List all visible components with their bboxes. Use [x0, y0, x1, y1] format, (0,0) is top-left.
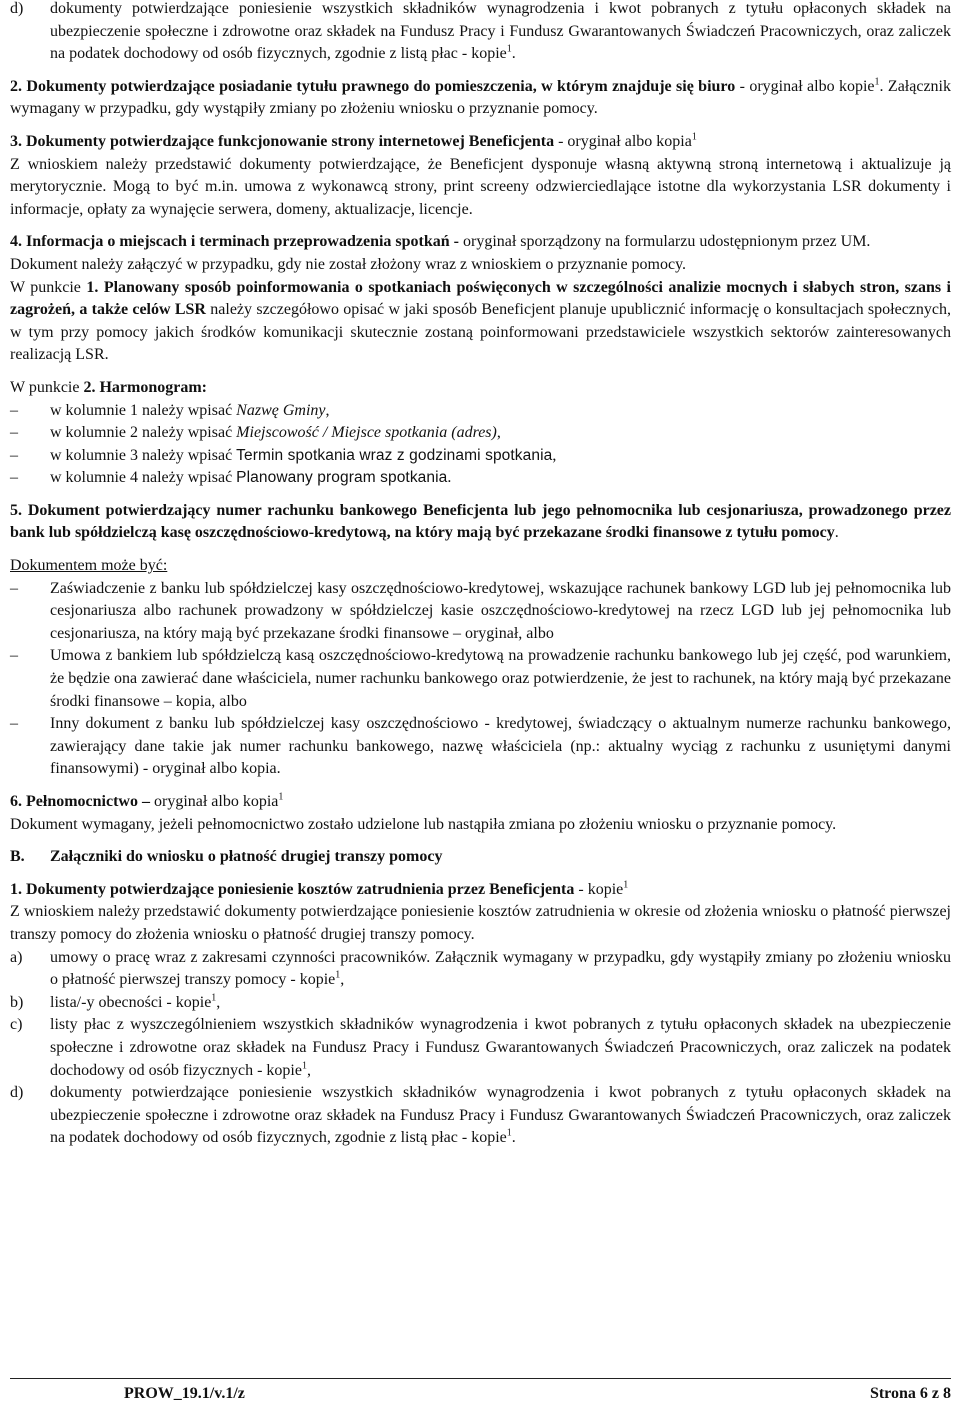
item-d-top [10, 0, 951, 66]
section-6-heading: 6. Pełnomocnictwo – [10, 793, 150, 810]
section-4-point-2: W punkcie 2. Harmonogram: [10, 378, 207, 396]
item-d: d) dokumenty potwierdzające poniesienie wszystkich składników wynagrodzenia i kwot pobranych z tytułu opłaconych składek na ubezpieczenie społeczne i zdrowotne oraz składek na Fundusz Pracy i Fundusz Gwarantowanych Świadczeń Pracowniczych, oraz zaliczek na podatek dochodowy od osób fizycznych, zgodnie z listą płac - kopie$^1$. [10, 1084, 951, 1147]
list-item: – w kolumnie 3 należy wpisać Termin spotkania wraz z godzinami spotkania, [10, 446, 557, 464]
section-4-point-1: W punkcie 1. Planowany sposób poinformowania o spotkaniach poświęconych w szczególności analizie mocnych i słabych stron, szans i zagrożeń, a także celów LSR należy szczegółowo opisać w jaki sposób Beneficjent planuje upublicznić informację o konsultacjach społecznych, w tym przy pomocy jakich środków komunikacji skutecznie zostaną poinformowani przedstawiciele wszystkich sektorów zainteresowanych realizacją LSR. [10, 278, 952, 364]
section-3-heading: 3. Dokumenty potwierdzające funkcjonowanie strony internetowej Beneficjenta [10, 132, 555, 150]
list-item: – w kolumnie 1 należy wpisać Nazwę Gminy, [10, 401, 330, 419]
section-4-note: Dokument należy załączyć w przypadku, gdy nie został złożony wraz z wnioskiem o przyznanie pomocy. [10, 255, 687, 273]
section-6: 6. Pełnomocnictwo – oryginał albo kopia$^1$ [10, 791, 284, 810]
item-a: a) umowy o pracę wraz z zakresami czynności pracowników. Załącznik wymagany w przypadku, gdy wystąpiły zmiany po złożeniu wniosku o płatność pierwszej transzy pomocy - kopie$^1$, [10, 948, 951, 989]
section-5-sub: Dokumentem może być: [10, 557, 168, 575]
list-item: – w kolumnie 2 należy wpisać Miejscowość / Miejsce spotkania (adres), [10, 424, 501, 442]
section-2: 2. Dokumenty potwierdzające posiadanie tytułu prawnego do pomieszczenia, w którym znajduje się biuro - oryginał albo kopie$^1$. Załącznik wymagany w przypadku, gdy wystąpiły zmiany po złożeniu wniosku o przyznanie pomocy. [10, 76, 951, 118]
section-b1-body: Z wnioskiem należy przedstawić dokumenty potwierdzające poniesienie kosztów zatrudnienia w okresie od złożenia wniosku o płatność pierwszej transzy pomocy do złożenia wniosku o płatność drugiej transzy pomocy. [10, 903, 951, 943]
item-b: b) lista/-y obecności - kopie$^1$, [10, 992, 221, 1011]
section-b1: 1. Dokumenty potwierdzające poniesienie kosztów zatrudnienia przez Beneficjenta - kopie$^1$ [10, 879, 629, 898]
section-4-heading: 4. Informacja o miejscach i terminach przeprowadzenia spotkań - [10, 233, 459, 251]
list-item: – w kolumnie 4 należy wpisać Planowany program spotkania. [10, 469, 452, 487]
list-item: – Umowa z bankiem lub spółdzielczą kasą oszczędnościowo-kredytową na prowadzenie rachunku bankowego lub jej część, pod warunkiem, że będzie ona zawierać dane właściciela, numer rachunku bankowego oraz potwierdzenie, że jest to rachunek, na który mają być przekazane środki finansowe – kopia, albo [10, 647, 951, 710]
section-5-heading: 5. Dokument potwierdzający numer rachunku bankowego Beneficjenta lub jego pełnomocnika lub cesjonariusza, prowadzonego przez bank lub spółdzielczą kasę oszczędnościowo-kredytową, na który mają być przekazane środki finansowe z tytułu pomocy [10, 501, 951, 542]
bank-docs-list [10, 578, 951, 781]
document-code: PROW_19.1/v.1/z [124, 1385, 245, 1402]
section-3: 3. Dokumenty potwierdzające funkcjonowanie strony internetowej Beneficjenta - oryginał albo kopia$^1$ [10, 131, 697, 150]
section-6-body: Dokument wymagany, jeżeli pełnomocnictwo zostało udzielone lub nastąpiła zmiana po złożeniu wniosku o przyznanie pomocy. [10, 815, 837, 833]
section-4: 4. Informacja o miejscach i terminach przeprowadzenia spotkań - oryginał sporządzony na formularzu udostępnionym przez UM. [10, 233, 871, 251]
section-b1-heading: 1. Dokumenty potwierdzające poniesienie kosztów zatrudnienia przez Beneficjenta [10, 880, 575, 898]
list-item: – Inny dokument z banku lub spółdzielczej kasy oszczędnościowo - kredytowej, świadczący o aktualnym numerze rachunku bankowego, zawierający dane takie jak numer rachunku bankowego, nazwę właściciela (np.: aktualny wyciąg z rachunku z usuniętymi danymi finansowymi) - oryginał albo kopia. [10, 715, 951, 778]
section-2-heading: 2. Dokumenty potwierdzające posiadanie tytułu prawnego do pomieszczenia, w którym znajduje się biuro [10, 77, 736, 95]
section-5: 5. Dokument potwierdzający numer rachunku bankowego Beneficjenta lub jego pełnomocnika lub cesjonariusza, prowadzonego przez bank lub spółdzielczą kasę oszczędnościowo-kredytową, na który mają być przekazane środki finansowe z tytułu pomocy. [10, 501, 951, 542]
list-item: – Zaświadczenie z banku lub spółdzielczej kasy oszczędnościowo-kredytowej, wskazujące rachunek bankowy LGD lub jej pełnomocnika lub cesjonariusza albo rachunek prowadzony w spółdzielczej kasie oszczędnościowo-kredytowej na rzecz LGD lub jej pełnomocnika lub cesjonariusza, na który mają być przekazane środki finansowe – oryginał, albo [10, 579, 951, 642]
section-3-body: Z wnioskiem należy przedstawić dokumenty potwierdzające, że Beneficjent dysponuje własną aktywną stroną internetową i aktualizuje ją merytorycznie. Mogą to być m.in. umowa z wykonawcą strony, print screeny odzwierciedlające istotne dla wykorzystania LSR dokumenty i informacje, opłaty za wynajęcie serwera, domeny, aktualizacje, licencje. [10, 155, 951, 218]
item-text: dokumenty potwierdzające poniesienie wszystkich składników wynagrodzenia i kwot pobranych z tytułu opłaconych składek na ubezpieczenie społeczne i zdrowotne oraz składek na Fundusz Pracy i Fundusz Gwarantowanych Świadczeń Pracowniczych, oraz zaliczek na podatek dochodowy od osób fizycznych, zgodnie z listą płac - kopie$^1$. [50, 0, 951, 63]
item-c: c) listy płac z wyszczególnieniem wszystkich składników wynagrodzenia i kwot pobranych z tytułu opłaconych składek na ubezpieczenie społeczne i zdrowotne oraz składek na Fundusz Pracy i Fundusz Gwarantowanych Świadczeń Pracowniczych, oraz zaliczek na podatek dochodowy od osób fizycznych - kopie$^1$, [10, 1016, 951, 1079]
section-b-heading: B. Załączniki do wniosku o płatność drugiej transzy pomocy [10, 848, 443, 866]
document-body [10, 0, 951, 1150]
item-letter: d) [10, 0, 24, 17]
page-footer [10, 1378, 951, 1402]
page-number: Strona 6 z 8 [869, 1385, 951, 1402]
schedule-list [10, 400, 951, 490]
